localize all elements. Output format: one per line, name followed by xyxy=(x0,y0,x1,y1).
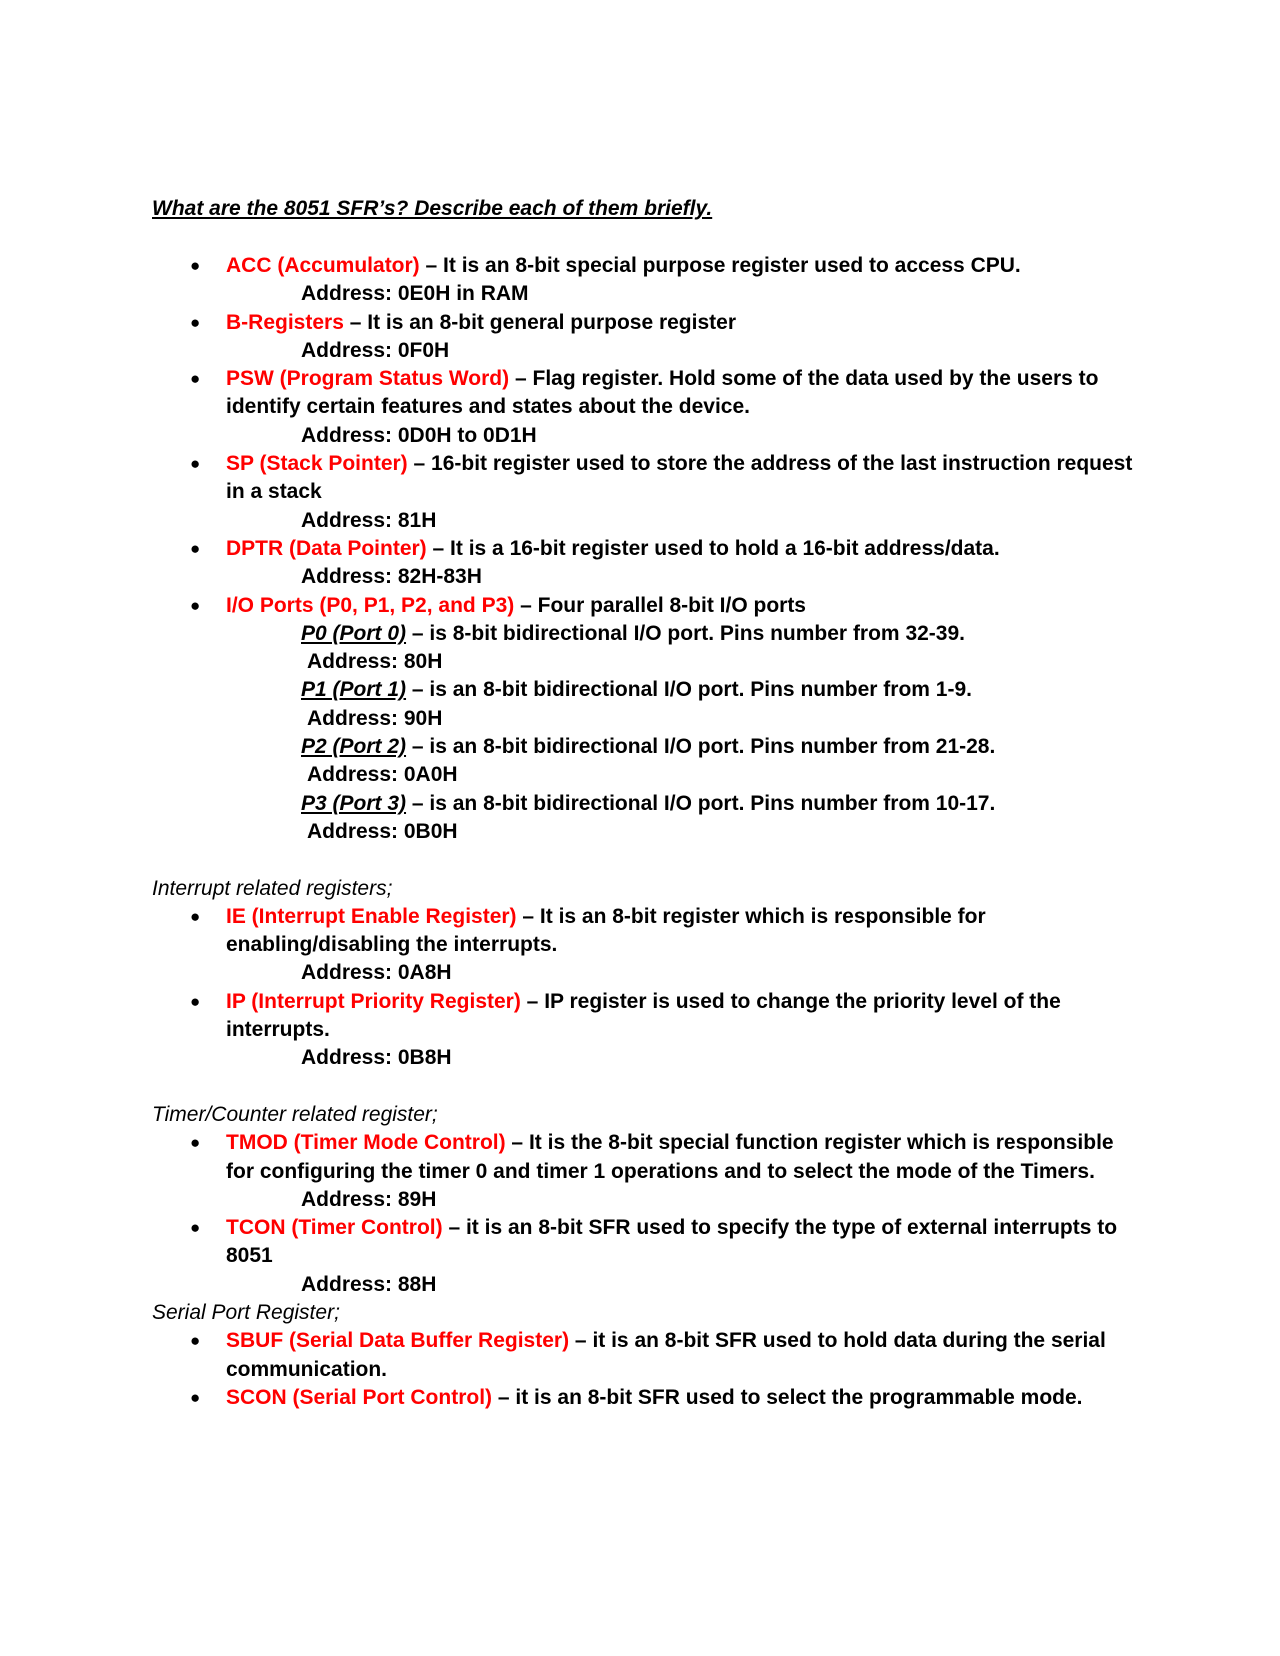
dash: – xyxy=(419,254,444,277)
register-description: IP register is used to change the priority level of the interrupts. xyxy=(226,989,1061,1042)
register-term: DPTR (Data Pointer) xyxy=(226,536,427,560)
bullet-icon: ● xyxy=(190,1331,201,1351)
port-entry xyxy=(226,790,1142,818)
register-term: SCON (Serial Port Control) xyxy=(226,1385,493,1409)
register-description: it is an 8-bit SFR used to specify the type of external interrupts to 8051 xyxy=(226,1216,1118,1268)
port-description: is 8-bit bidirectional I/O port. Pins number from 32-39. xyxy=(429,621,965,645)
bullet-icon: ● xyxy=(190,595,201,615)
dash: – xyxy=(520,989,545,1013)
register-term: TMOD (Timer Mode Control) xyxy=(226,1131,506,1155)
list-item xyxy=(152,1384,1142,1412)
general-register-list xyxy=(152,252,1142,846)
dash: – xyxy=(406,791,430,815)
dash: – xyxy=(406,678,430,702)
dash: – xyxy=(406,621,430,645)
register-term: PSW (Program Status Word) xyxy=(226,367,510,391)
port-address: Address: 0B0H xyxy=(307,819,458,843)
list-item xyxy=(152,309,1142,366)
bullet-icon: ● xyxy=(190,256,201,275)
register-term: B-Registers xyxy=(226,310,344,334)
dash: – xyxy=(407,452,432,476)
list-item xyxy=(152,988,1142,1073)
dash: – xyxy=(442,1216,466,1240)
list-item xyxy=(152,903,1142,988)
question-title: What are the 8051 SFR’s? Describe each of them briefly. xyxy=(152,197,713,220)
bullet-icon: ● xyxy=(190,312,201,332)
register-description: 16-bit register used to store the address of the last instruction request in a stack xyxy=(226,452,1133,504)
document-body xyxy=(152,252,1142,1412)
bullet-icon: ● xyxy=(190,906,201,926)
register-address: Address: 88H xyxy=(301,1272,437,1296)
bullet-icon: ● xyxy=(190,1133,201,1153)
port-address: Address: 0A0H xyxy=(307,763,458,787)
register-term: ACC (Accumulator) xyxy=(226,254,420,277)
interrupt-register-list xyxy=(152,903,1142,1073)
timer-register-list xyxy=(152,1129,1142,1299)
serial-register-list xyxy=(152,1327,1142,1412)
dash: – xyxy=(426,536,451,560)
list-item xyxy=(152,365,1142,450)
register-description: It is a 16-bit register used to hold a 16-bit address/data. xyxy=(450,536,1000,560)
section-label-interrupt: Interrupt related registers; xyxy=(152,876,393,900)
list-item xyxy=(152,450,1142,535)
port-term: P2 (Port 2) xyxy=(301,735,407,759)
port-term: P0 (Port 0) xyxy=(301,621,407,645)
register-description: It is an 8-bit special purpose register used to access CPU. xyxy=(443,254,1021,277)
register-address: Address: 0A8H xyxy=(301,961,452,985)
register-description: Four parallel 8-bit I/O ports xyxy=(537,593,806,617)
register-description: Flag register. Hold some of the data used by the users to identify certain features and states about the device. xyxy=(226,367,1099,419)
register-description: it is an 8-bit SFR used to select the programmable mode. xyxy=(515,1385,1083,1409)
port-description: is an 8-bit bidirectional I/O port. Pins number from 21-28. xyxy=(429,735,996,759)
spacer xyxy=(152,1073,1142,1101)
register-term: SP (Stack Pointer) xyxy=(226,452,408,476)
dash: – xyxy=(505,1131,529,1155)
list-item xyxy=(152,1327,1142,1384)
bullet-icon: ● xyxy=(190,454,201,474)
dash: – xyxy=(516,904,540,928)
register-address: Address: 82H-83H xyxy=(301,565,482,589)
register-description: It is an 8-bit general purpose register xyxy=(367,310,736,334)
register-term: IE (Interrupt Enable Register) xyxy=(226,904,517,928)
bullet-icon: ● xyxy=(190,538,201,558)
register-address: Address: 0F0H xyxy=(301,338,450,362)
list-item xyxy=(152,252,1142,309)
port-description: is an 8-bit bidirectional I/O port. Pins number from 10-17. xyxy=(429,791,996,815)
port-entry xyxy=(226,676,1142,704)
port-term: P1 (Port 1) xyxy=(301,678,407,702)
register-address: Address: 89H xyxy=(301,1187,437,1211)
dash: – xyxy=(343,310,368,334)
register-term: IP (Interrupt Priority Register) xyxy=(226,989,521,1013)
bullet-icon: ● xyxy=(190,369,201,389)
port-address: Address: 90H xyxy=(307,706,443,730)
section-label-timer: Timer/Counter related register; xyxy=(152,1102,438,1126)
register-address: Address: 0B8H xyxy=(301,1046,452,1070)
list-item xyxy=(152,535,1142,592)
dash: – xyxy=(492,1385,516,1409)
dash: – xyxy=(514,593,538,617)
port-term: P3 (Port 3) xyxy=(301,791,407,815)
port-entry xyxy=(226,620,1142,648)
register-term: TCON (Timer Control) xyxy=(226,1216,443,1240)
bullet-icon: ● xyxy=(190,1387,201,1407)
register-term: I/O Ports (P0, P1, P2, and P3) xyxy=(226,593,515,617)
spacer xyxy=(152,846,1142,874)
dash: – xyxy=(406,735,430,759)
register-term: SBUF (Serial Data Buffer Register) xyxy=(226,1329,570,1353)
dash: – xyxy=(509,367,533,391)
section-label-serial: Serial Port Register; xyxy=(152,1300,340,1324)
bullet-icon: ● xyxy=(190,991,201,1011)
bullet-icon: ● xyxy=(190,1218,201,1238)
port-address: Address: 80H xyxy=(307,650,443,674)
list-item-io-ports xyxy=(152,592,1142,847)
dash: – xyxy=(569,1329,593,1353)
port-entry xyxy=(226,733,1142,761)
register-description: it is an 8-bit SFR used to hold data during the serial communication. xyxy=(226,1329,1106,1381)
port-description: is an 8-bit bidirectional I/O port. Pins number from 1-9. xyxy=(429,678,972,702)
register-description: It is the 8-bit special function register which is responsible for configuring the timer 0 and timer 1 operations and to select the mode of the Timers. xyxy=(226,1131,1114,1183)
register-address: Address: 0D0H to 0D1H xyxy=(301,423,537,447)
register-address: Address: 0E0H in RAM xyxy=(301,282,529,306)
list-item xyxy=(152,1214,1142,1299)
register-address: Address: 81H xyxy=(301,508,437,532)
list-item xyxy=(152,1129,1142,1214)
register-description: It is an 8-bit register which is responsible for enabling/disabling the interrupts. xyxy=(226,904,986,957)
